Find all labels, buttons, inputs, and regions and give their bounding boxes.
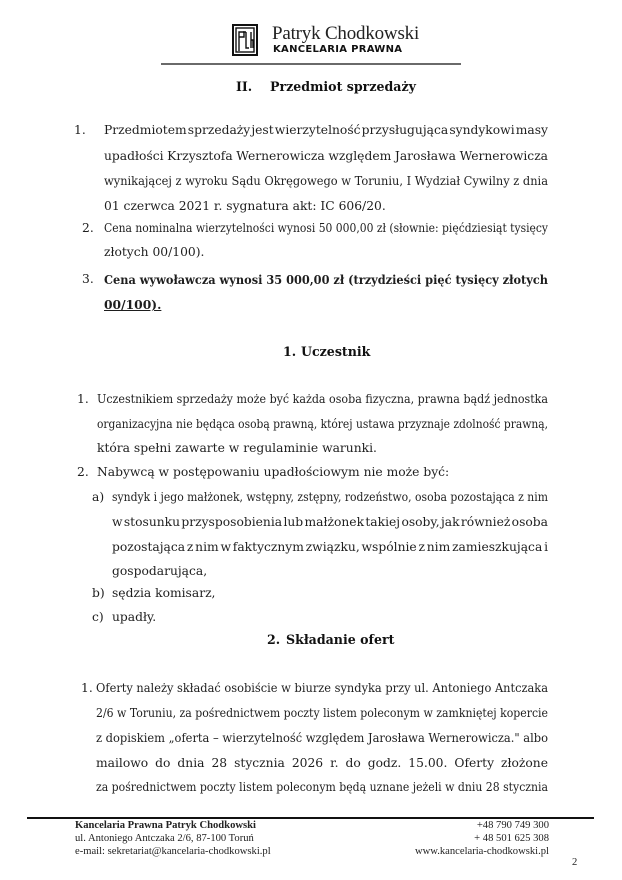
list-item-line: upadłości Krzysztofa Wernerowicza względem Jarosława Wernerowicza [104,149,548,163]
section-oferty-title: Składanie ofert [286,632,395,647]
brand-name: Patryk Chodkowski [272,23,420,44]
starting-price-line: Cena wywoławcza wynosi 35 000,00 zł (trzydzieści pięć tysięcy złotych [104,272,548,287]
brand-subtitle: KANCELARIA PRAWNA [273,44,403,55]
sublist-item-line: w stosunku przysposobienia lub małżonek takiej osoby, jak również osoba [112,515,548,529]
footer-phone-1: +48 790 749 300 [476,820,549,831]
list-item-line: Cena nominalna wierzytelności wynosi 50 000,00 zł (słownie: pięćdziesiąt tysięcy [104,221,548,235]
list-item-number: 2. [77,465,89,479]
footer-phone-2: + 48 501 625 308 [474,833,549,844]
list-item-line: 2/6 w Toruniu, za pośrednictwem poczty listem poleconym w zamkniętej kopercie [96,706,548,720]
list-item-number: 1. [74,123,86,137]
section-uczestnik-title: Uczestnik [301,344,371,359]
list-item-line: Przedmiotem sprzedaży jest wierzytelność przysługująca syndykowi masy [104,123,548,137]
footer-firm-name: Kancelaria Prawna Patryk Chodkowski [75,820,256,831]
starting-price-line: 00/100). [104,297,162,312]
sublist-item-letter: b) [92,586,105,600]
section-oferty-number: 2. [267,632,281,647]
list-item-line: złotych 00/100). [104,245,205,259]
list-item-line: która spełni zawarte w regulaminie warunki. [97,441,377,455]
list-item-line: 01 czerwca 2021 r. sygnatura akt: IC 606/20. [104,199,386,213]
sublist-item-line: sędzia komisarz, [112,586,216,600]
sublist-item-line: pozostająca z nim w faktycznym związku, wspólnie z nim zamieszkująca i [112,540,548,554]
footer-website: www.kancelaria-chodkowski.pl [414,846,549,857]
footer-divider [27,817,594,819]
header-divider [161,63,461,65]
sublist-item-line: gospodarująca, [112,564,208,578]
footer-address: ul. Antoniego Antczaka 2/6, 87-100 Toruń [75,833,254,844]
pch-monogram-icon [232,24,258,56]
section-uczestnik-number: 1. [283,344,297,359]
list-item-number: 1. [81,681,93,695]
list-item-line: za pośrednictwem poczty listem poleconym będą uznane jeżeli w dniu 28 stycznia [96,780,548,794]
sublist-item-line: syndyk i jego małżonek, wstępny, zstępny, rodzeństwo, osoba pozostająca z nim [112,490,548,504]
list-item-line: organizacyjna nie będąca osobą prawną, której ustawa przyznaje zdolność prawną, [97,417,548,431]
list-item-line: wynikającej z wyroku Sądu Okręgowego w Toruniu, I Wydział Cywilny z dnia [104,174,548,188]
list-item-line: Uczestnikiem sprzedaży może być każda osoba fizyczna, prawna bądź jednostka [97,392,548,406]
sublist-item-letter: a) [92,490,105,504]
section-ii-title: Przedmiot sprzedaży [270,79,416,94]
list-item-number: 2. [82,221,94,235]
sublist-item-letter: c) [92,610,104,624]
list-item-line: z dopiskiem „oferta – wierzytelność względem Jarosława Wernerowicza." albo [96,731,548,745]
page-number: 2 [572,857,578,868]
sublist-item-line: upadły. [112,610,157,624]
list-item-line: mailowo do dnia 28 stycznia 2026 r. do godz. 15.00. Oferty złożone [96,756,548,770]
list-item-number: 1. [77,392,89,406]
list-item-line: Nabywcą w postępowaniu upadłościowym nie może być: [97,465,450,479]
footer-email: e-mail: sekretariat@kancelaria-chodkowski.pl [75,846,271,857]
section-ii-number: II. [236,79,253,94]
list-item-line: Oferty należy składać osobiście w biurze syndyka przy ul. Antoniego Antczaka [96,681,548,695]
list-item-number: 3. [82,272,94,286]
